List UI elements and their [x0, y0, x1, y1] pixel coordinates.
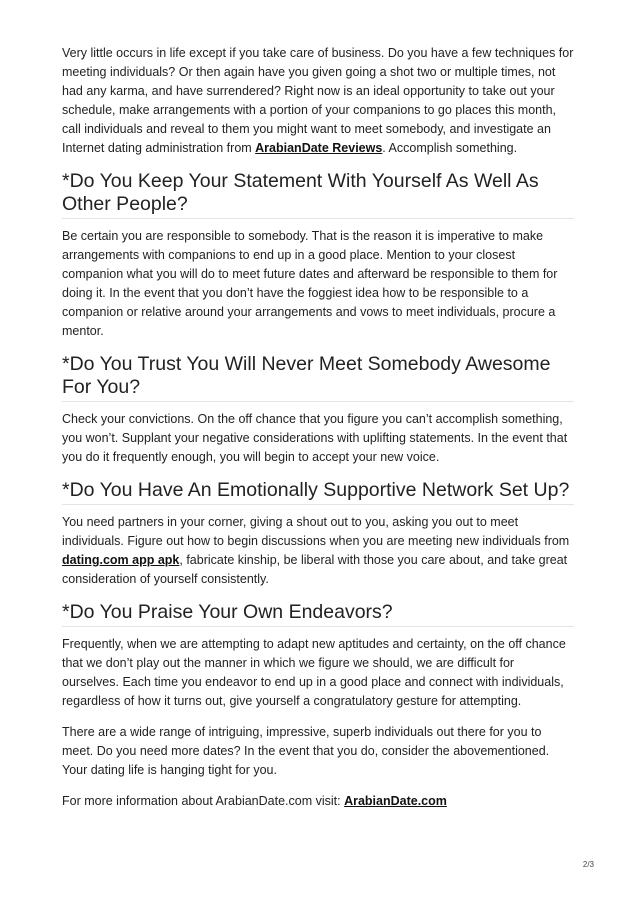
section-heading-network: *Do You Have An Emotionally Supportive Network Set Up? — [62, 479, 574, 505]
dating-com-app-link[interactable]: dating.com app apk — [62, 553, 180, 567]
footer-paragraph — [62, 792, 574, 811]
network-text: You need partners in your corner, giving a shout out to you, asking you out to meet individuals. Figure out how to begin discussions when you are meeting new individuals from — [62, 515, 570, 548]
intro-text: Very little occurs in life except if you take care of business. Do you have a few techniques for meeting individuals? Or then again have you given going a shot two or multiple times, not had any karma, and have surrendered? Right now is an ideal opportunity to take out your schedule, make arrangements with a portion of your companions to go places this month, call individuals and reveal to them you might want to meet somebody, and investigate an Internet dating administration from — [62, 46, 574, 155]
intro-paragraph — [62, 44, 574, 158]
section-body-praise-2: There are a wide range of intriguing, impressive, superb individuals out there for you to meet. Do you need more dates? In the event that you do, consider the abovementioned. Your dating life is hanging tight for you. — [62, 725, 550, 777]
intro-text-end: . Accomplish something. — [382, 141, 518, 155]
section-body-praise: Frequently, when we are attempting to adapt new aptitudes and certainty, on the off chance that we don’t play out the manner in which we figure we should, we are difficult for ourselves. Each time you endeavor to end up in a good place and connect with individuals, regardless of how it turns out, give yourself a congratulatory gesture for attempting. — [62, 637, 566, 708]
arabiandate-link[interactable]: ArabianDate.com — [344, 794, 447, 808]
document-page — [62, 44, 574, 823]
section-body-statement: Be certain you are responsible to somebody. That is the reason it is imperative to make arrangements with companions to end up in a good place. Mention to your closest companion what you will do to meet future dates and afterward be responsible to them for doing it. In the event that you don’t have the foggiest idea how to be responsible to a companion or relative around your arrangements and vows to meet individuals, procure a mentor. — [62, 229, 558, 338]
footer-text: For more information about ArabianDate.com visit: — [62, 794, 345, 808]
section-body-network — [62, 513, 574, 589]
section-heading-trust: *Do You Trust You Will Never Meet Somebody Awesome For You? — [62, 353, 574, 402]
section-heading-statement: *Do You Keep Your Statement With Yourself As Well As Other People? — [62, 170, 574, 219]
section-body-trust: Check your convictions. On the off chance that you figure you can’t accomplish something, you won’t. Supplant your negative considerations with uplifting statements. In the event that you do it frequently enough, you will begin to accept your new voice. — [62, 412, 568, 464]
page-number: 2/3 — [582, 860, 594, 869]
network-text-end: , fabricate kinship, be liberal with those you care about, and take great consideration of yourself consistently. — [62, 553, 568, 586]
section-heading-praise: *Do You Praise Your Own Endeavors? — [62, 601, 574, 627]
arabiandate-reviews-link[interactable]: ArabianDate Reviews — [255, 141, 383, 155]
